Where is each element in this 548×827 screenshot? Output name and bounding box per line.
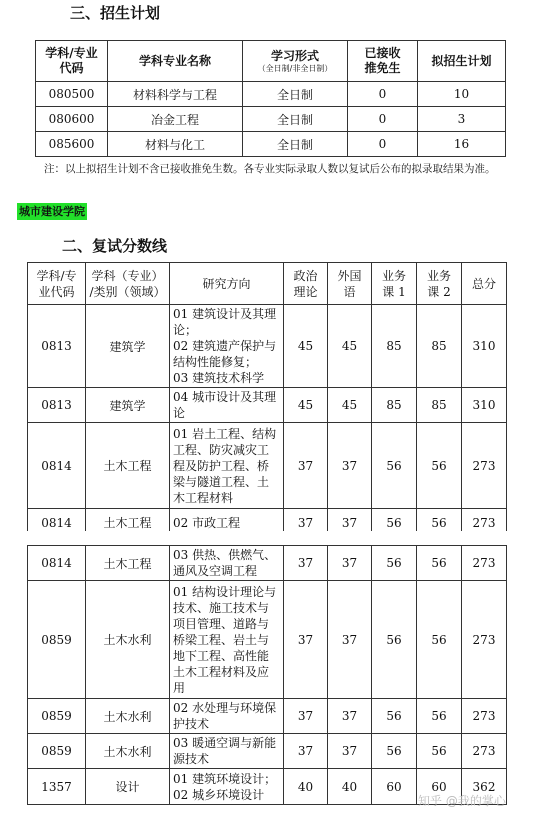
cell: 全日制 xyxy=(243,82,348,107)
cell: 冶金工程 xyxy=(108,107,243,132)
table-row xyxy=(28,388,507,423)
cell-total: 273 xyxy=(462,699,507,734)
cell-direction: 01 结构设计理论与技术、施工技术与项目管理、道路与桥梁工程、岩土与地下工程、高性能土木工程材料及应用 xyxy=(170,581,284,699)
table-row xyxy=(28,546,507,581)
cell-major: 土木水利 xyxy=(86,581,170,699)
header-direction: 研究方向 xyxy=(170,263,284,305)
cell-politics: 37 xyxy=(284,699,328,734)
cell-politics: 37 xyxy=(284,734,328,769)
cell-direction: 02 市政工程 xyxy=(170,509,284,537)
score-line-table xyxy=(27,262,507,537)
cell-code: 0859 xyxy=(28,581,86,699)
cell-code: 0814 xyxy=(28,423,86,509)
cell-course2: 56 xyxy=(417,509,462,537)
cell: 10 xyxy=(418,82,506,107)
cell-course2: 60 xyxy=(417,769,462,805)
cell: 080500 xyxy=(36,82,108,107)
cell-course1: 56 xyxy=(372,699,417,734)
table-header-row xyxy=(28,263,507,305)
cell: 0 xyxy=(348,107,418,132)
cell-major: 建筑学 xyxy=(86,305,170,388)
cell-direction: 02 水处理与环境保护技术 xyxy=(170,699,284,734)
school-name: 城市建设学院 xyxy=(19,205,85,218)
cell-direction: 04 城市设计及其理论 xyxy=(170,388,284,423)
header-code: 学科/专业 代码 xyxy=(36,41,108,82)
table-row xyxy=(28,699,507,734)
cell-course2: 56 xyxy=(417,699,462,734)
cell-code: 0859 xyxy=(28,734,86,769)
cell: 材料科学与工程 xyxy=(108,82,243,107)
table-header-row xyxy=(36,41,506,82)
cell-major: 土木工程 xyxy=(86,509,170,537)
cell-foreign: 37 xyxy=(328,734,372,769)
table-row xyxy=(36,107,506,132)
enrollment-plan-table xyxy=(35,40,506,157)
cell-total: 273 xyxy=(462,509,507,537)
cell-course2: 85 xyxy=(417,388,462,423)
header-major: 学科（专业） /类别（领域） xyxy=(86,263,170,305)
cell-course1: 56 xyxy=(372,509,417,537)
cell-total: 310 xyxy=(462,388,507,423)
cell: 全日制 xyxy=(243,132,348,157)
header-politics: 政治 理论 xyxy=(284,263,328,305)
cell-course1: 56 xyxy=(372,581,417,699)
cell-code: 0813 xyxy=(28,305,86,388)
watermark: 知乎 @我的掌心 xyxy=(418,794,506,808)
cell-politics: 45 xyxy=(284,305,328,388)
cell-total: 273 xyxy=(462,581,507,699)
cell-foreign: 37 xyxy=(328,699,372,734)
note-text: 注：以上拟招生计划不含已接收推免生数。各专业实际录取人数以复试后公布的拟录取结果为准。 xyxy=(44,163,496,175)
cell-politics: 45 xyxy=(284,388,328,423)
cell-foreign: 37 xyxy=(328,546,372,581)
cell-foreign: 37 xyxy=(328,581,372,699)
cell-code: 1357 xyxy=(28,769,86,805)
cell-course1: 56 xyxy=(372,546,417,581)
header-study-mode: 学习形式 （全日制/非全日制） xyxy=(243,41,348,82)
header-course1: 业务 课 1 xyxy=(372,263,417,305)
cell-course1: 60 xyxy=(372,769,417,805)
cell-total: 273 xyxy=(462,546,507,581)
cell-politics: 37 xyxy=(284,546,328,581)
cell-foreign: 45 xyxy=(328,305,372,388)
cell-direction: 01 建筑设计及其理论； 02 建筑遗产保护与结构性能修复； 03 建筑技术科学 xyxy=(170,305,284,388)
table-row xyxy=(36,82,506,107)
header-code: 学科/专 业代码 xyxy=(28,263,86,305)
cell-foreign: 45 xyxy=(328,388,372,423)
cell-politics: 37 xyxy=(284,581,328,699)
cell: 085600 xyxy=(36,132,108,157)
cell: 080600 xyxy=(36,107,108,132)
cell-total: 310 xyxy=(462,305,507,388)
cell-direction: 03 供热、供燃气、通风及空调工程 xyxy=(170,546,284,581)
cell-politics: 37 xyxy=(284,423,328,509)
cell: 0 xyxy=(348,132,418,157)
cell-course1: 56 xyxy=(372,734,417,769)
header-plan: 拟招生计划 xyxy=(418,41,506,82)
cell-course2: 56 xyxy=(417,423,462,509)
cell-total: 273 xyxy=(462,734,507,769)
cell: 16 xyxy=(418,132,506,157)
cell-code: 0859 xyxy=(28,699,86,734)
page-break-gap xyxy=(0,531,548,545)
header-recommended: 已接收 推免生 xyxy=(348,41,418,82)
cell-course1: 85 xyxy=(372,388,417,423)
cell-course2: 85 xyxy=(417,305,462,388)
header-foreign-language: 外国 语 xyxy=(328,263,372,305)
cell-code: 0813 xyxy=(28,388,86,423)
cell-course1: 85 xyxy=(372,305,417,388)
cell-course2: 56 xyxy=(417,581,462,699)
cell-major: 建筑学 xyxy=(86,388,170,423)
cell-major: 土木水利 xyxy=(86,699,170,734)
header-major-name: 学科专业名称 xyxy=(108,41,243,82)
table-row xyxy=(28,305,507,388)
cell-course2: 56 xyxy=(417,546,462,581)
cell-foreign: 40 xyxy=(328,769,372,805)
table-row xyxy=(28,423,507,509)
cell-total: 273 xyxy=(462,423,507,509)
header-total: 总分 xyxy=(462,263,507,305)
cell: 材料与化工 xyxy=(108,132,243,157)
school-name-highlight xyxy=(17,200,87,219)
table-row xyxy=(36,132,506,157)
cell-direction: 01 岩土工程、结构工程、防灾减灾工程及防护工程、桥梁与隧道工程、土木工程材料 xyxy=(170,423,284,509)
cell-foreign: 37 xyxy=(328,423,372,509)
section-title-enrollment-plan: 三、招生计划 xyxy=(70,4,161,22)
table-row xyxy=(28,734,507,769)
cell-direction: 01 建筑环境设计； 02 城乡环境设计 xyxy=(170,769,284,805)
table-row xyxy=(28,581,507,699)
cell-course2: 56 xyxy=(417,734,462,769)
cell-politics: 37 xyxy=(284,509,328,537)
cell-direction: 03 暖通空调与新能源技术 xyxy=(170,734,284,769)
cell-course1: 56 xyxy=(372,423,417,509)
cell-code: 0814 xyxy=(28,546,86,581)
cell-politics: 40 xyxy=(284,769,328,805)
cell-major: 设计 xyxy=(86,769,170,805)
cell-major: 土木工程 xyxy=(86,423,170,509)
cell-foreign: 37 xyxy=(328,509,372,537)
cell: 0 xyxy=(348,82,418,107)
section-title-retest-score: 二、复试分数线 xyxy=(62,237,168,255)
cell: 全日制 xyxy=(243,107,348,132)
cell-major: 土木工程 xyxy=(86,546,170,581)
score-line-table-continued xyxy=(27,545,507,805)
cell-total: 362 xyxy=(462,769,507,805)
header-course2: 业务 课 2 xyxy=(417,263,462,305)
cell-major: 土木水利 xyxy=(86,734,170,769)
cell-code: 0814 xyxy=(28,509,86,537)
cell: 3 xyxy=(418,107,506,132)
